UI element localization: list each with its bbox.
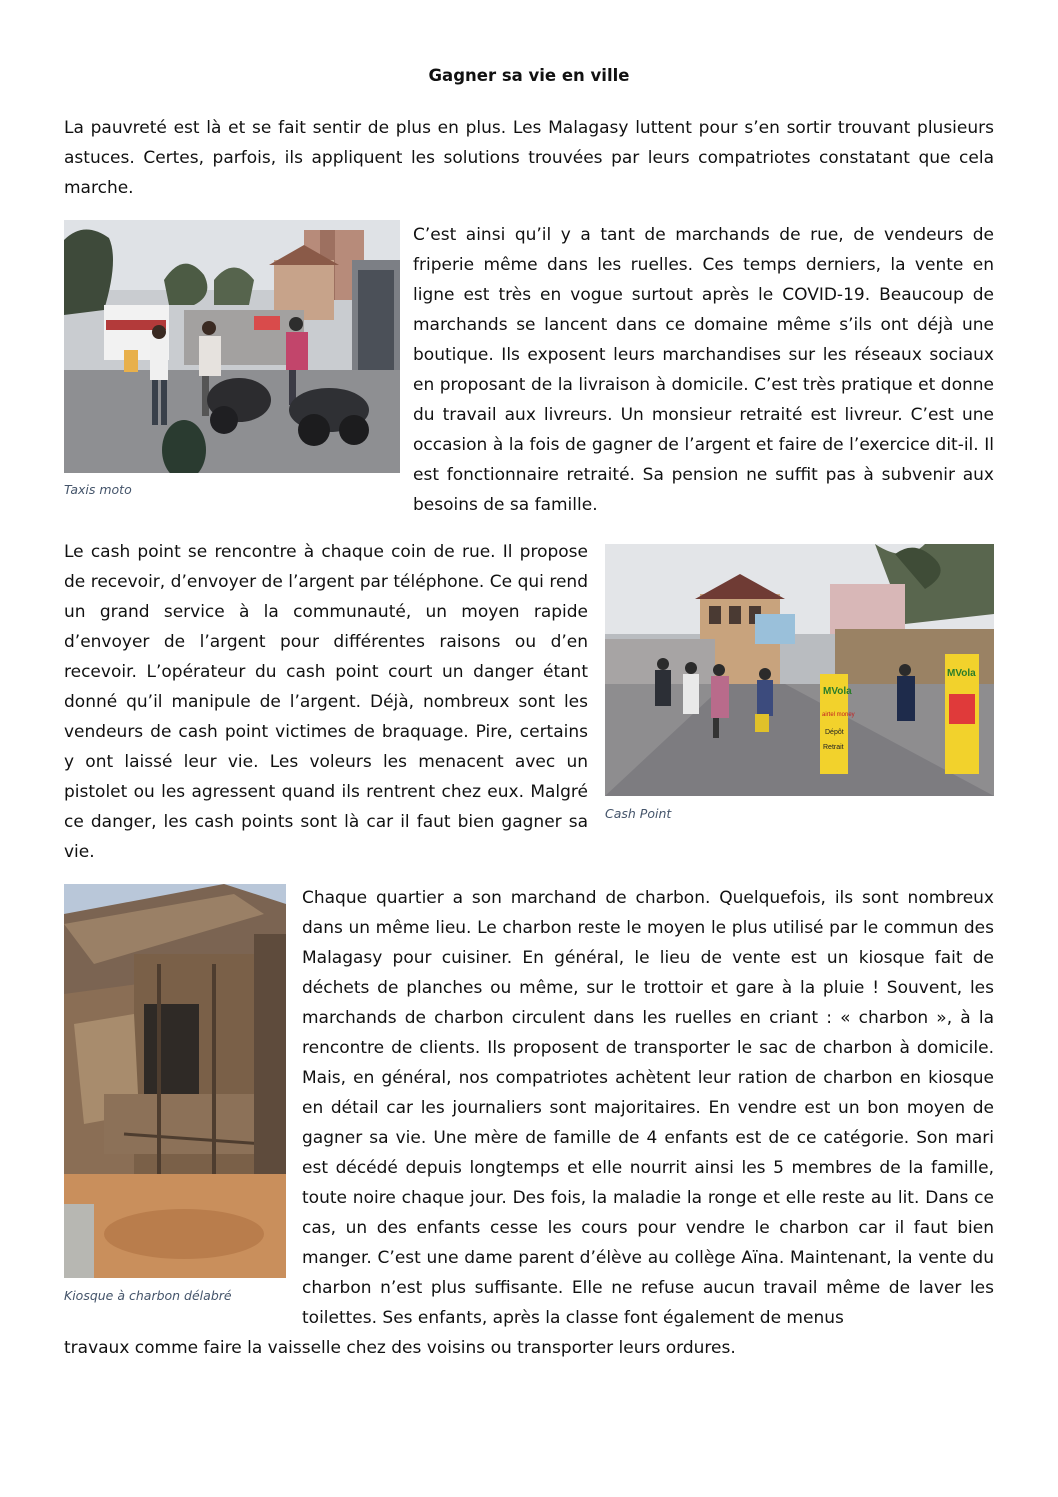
intro-paragraph: La pauvreté est là et se fait sentir de plus en plus. Les Malagasy luttent pour s’en sortir trouvant plusieurs astuces. Certes, parfois, ils appliquent les solutions trouvées par leurs compatriotes constatant que cela marche. — [64, 118, 994, 198]
cash-point-photo — [605, 544, 994, 796]
moto-taxi-caption: Taxis moto — [64, 482, 132, 497]
cash-point-caption: Cash Point — [605, 806, 672, 821]
cash-point-paragraph: Le cash point se rencontre à chaque coin de rue. Il propose de recevoir, d’envoyer de l’argent par téléphone. Ce qui rend un grand service à la communauté, un moyen rapide d’envoyer de l’argent pour différentes raisons ou d’en recevoir. L’opérateur du cash point court un danger étant donné qu’il manipule de l’argent. Déjà, nombreux sont les vendeurs de cash point victimes de braquage. Pire, certains y ont laissé leur vie. Les voleurs les menacent avec un pistolet ou les agressent quand ils rentrent chez eux. Malgré ce danger, les cash points sont là car il faut bien gagner sa vie. — [64, 542, 588, 862]
charcoal-paragraph: Chaque quartier a son marchand de charbon. Quelquefois, ils sont nombreux dans un même lieu. Le charbon reste le moyen le plus utilisé par le commun des Malagasy pour cuisiner. En général, le lieu de vente est un kiosque fait de déchets de planches ou même, sur le trottoir et gare à la pluie ! Souvent, les marchands de charbon circulent dans les ruelles en criant : « charbon », à la rencontre de clients. Ils proposent de transporter le sac de charbon à domicile. Mais, en général, nos compatriotes achètent leur ration de charbon en kiosque en détail car les journaliers sont majoritaires. En vendre est un bon moyen de gagner sa vie. Une mère de famille de 4 enfants est de ce catégorie. Son mari est décédé depuis longtemps et elle nourrit ainsi les 5 membres de la famille, toute noire chaque jour. Des fois, la maladie la ronge et elle reste au lit. Dans ce cas, un des enfants cesse les cours pour vendre le charbon car il faut bien manger. C’est une dame parent d’élève au collège Aïna. Maintenant, la vente du charbon n’est plus suffisante. Elle ne refuse aucun travail même de laver les toilettes. Ses enfants, après la classe font également de menus — [302, 888, 994, 1328]
moto-taxi-photo — [64, 220, 400, 473]
mvola-sign-text-2: MVola — [947, 668, 976, 679]
charcoal-paragraph-end: travaux comme faire la vaisselle chez des voisins ou transporter leurs ordures. — [64, 1338, 736, 1358]
page-title: Gagner sa vie en ville — [428, 66, 630, 85]
mvola-sign-text: MVola — [823, 686, 852, 697]
street-vendors-paragraph: C’est ainsi qu’il y a tant de marchands de rue, de vendeurs de friperie même dans les ruelles. Ces temps derniers, la vente en ligne est très en vogue surtout après le COVID-19. Beaucoup de marchands se lancent dans ce domaine même s’ils ont déjà une boutique. Ils exposent leurs marchandises sur les réseaux sociaux en proposant de la livraison à domicile. C’est très pratique et donne du travail aux livreurs. Un monsieur retraité est livreur. C’est une occasion à la fois de gagner de l’argent et faire de l’exercice dit-il. Il est fonctionnaire retraité. Sa pension ne suffit pas à subvenir aux besoins de sa famille. — [413, 225, 994, 515]
airtel-sign-text: airtel money — [822, 712, 855, 718]
depot-sign-text: Dépôt — [825, 729, 844, 736]
retrait-sign-text: Retrait — [823, 744, 844, 751]
charcoal-kiosk-caption: Kiosque à charbon délabré — [64, 1288, 232, 1303]
charcoal-kiosk-photo — [64, 884, 286, 1278]
